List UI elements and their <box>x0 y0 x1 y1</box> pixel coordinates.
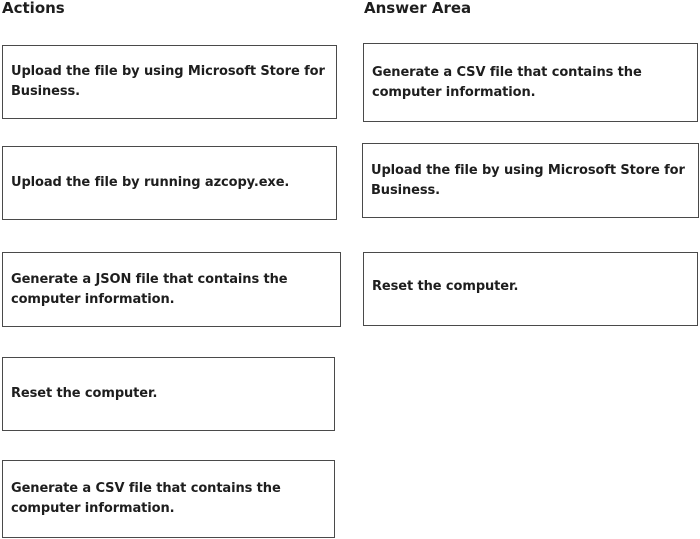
answer-item-generate-csv[interactable] <box>363 43 698 122</box>
answer-item-upload-microsoft-store[interactable] <box>362 143 699 218</box>
action-item-upload-azcopy[interactable] <box>2 146 337 220</box>
answer-item-reset-computer[interactable] <box>363 252 698 326</box>
answer-area-heading: Answer Area <box>364 0 472 17</box>
action-item-generate-csv[interactable] <box>2 460 335 538</box>
answer-item-label: Upload the file by using Microsoft Store for Business. <box>371 162 685 198</box>
answer-item-label: Generate a CSV file that contains the computer information. <box>372 64 642 100</box>
action-item-label: Reset the computer. <box>11 386 158 401</box>
action-item-generate-json[interactable] <box>2 252 341 327</box>
answer-item-label: Reset the computer. <box>372 279 519 294</box>
action-item-label: Generate a JSON file that contains the computer information. <box>11 271 288 307</box>
action-item-upload-microsoft-store[interactable] <box>2 45 337 119</box>
action-item-label: Generate a CSV file that contains the computer information. <box>11 481 281 516</box>
action-item-label: Upload the file by using Microsoft Store for Business. <box>11 64 325 99</box>
action-item-label: Upload the file by running azcopy.exe. <box>11 175 290 190</box>
actions-heading: Actions <box>2 0 65 17</box>
action-item-reset-computer[interactable] <box>2 357 335 431</box>
